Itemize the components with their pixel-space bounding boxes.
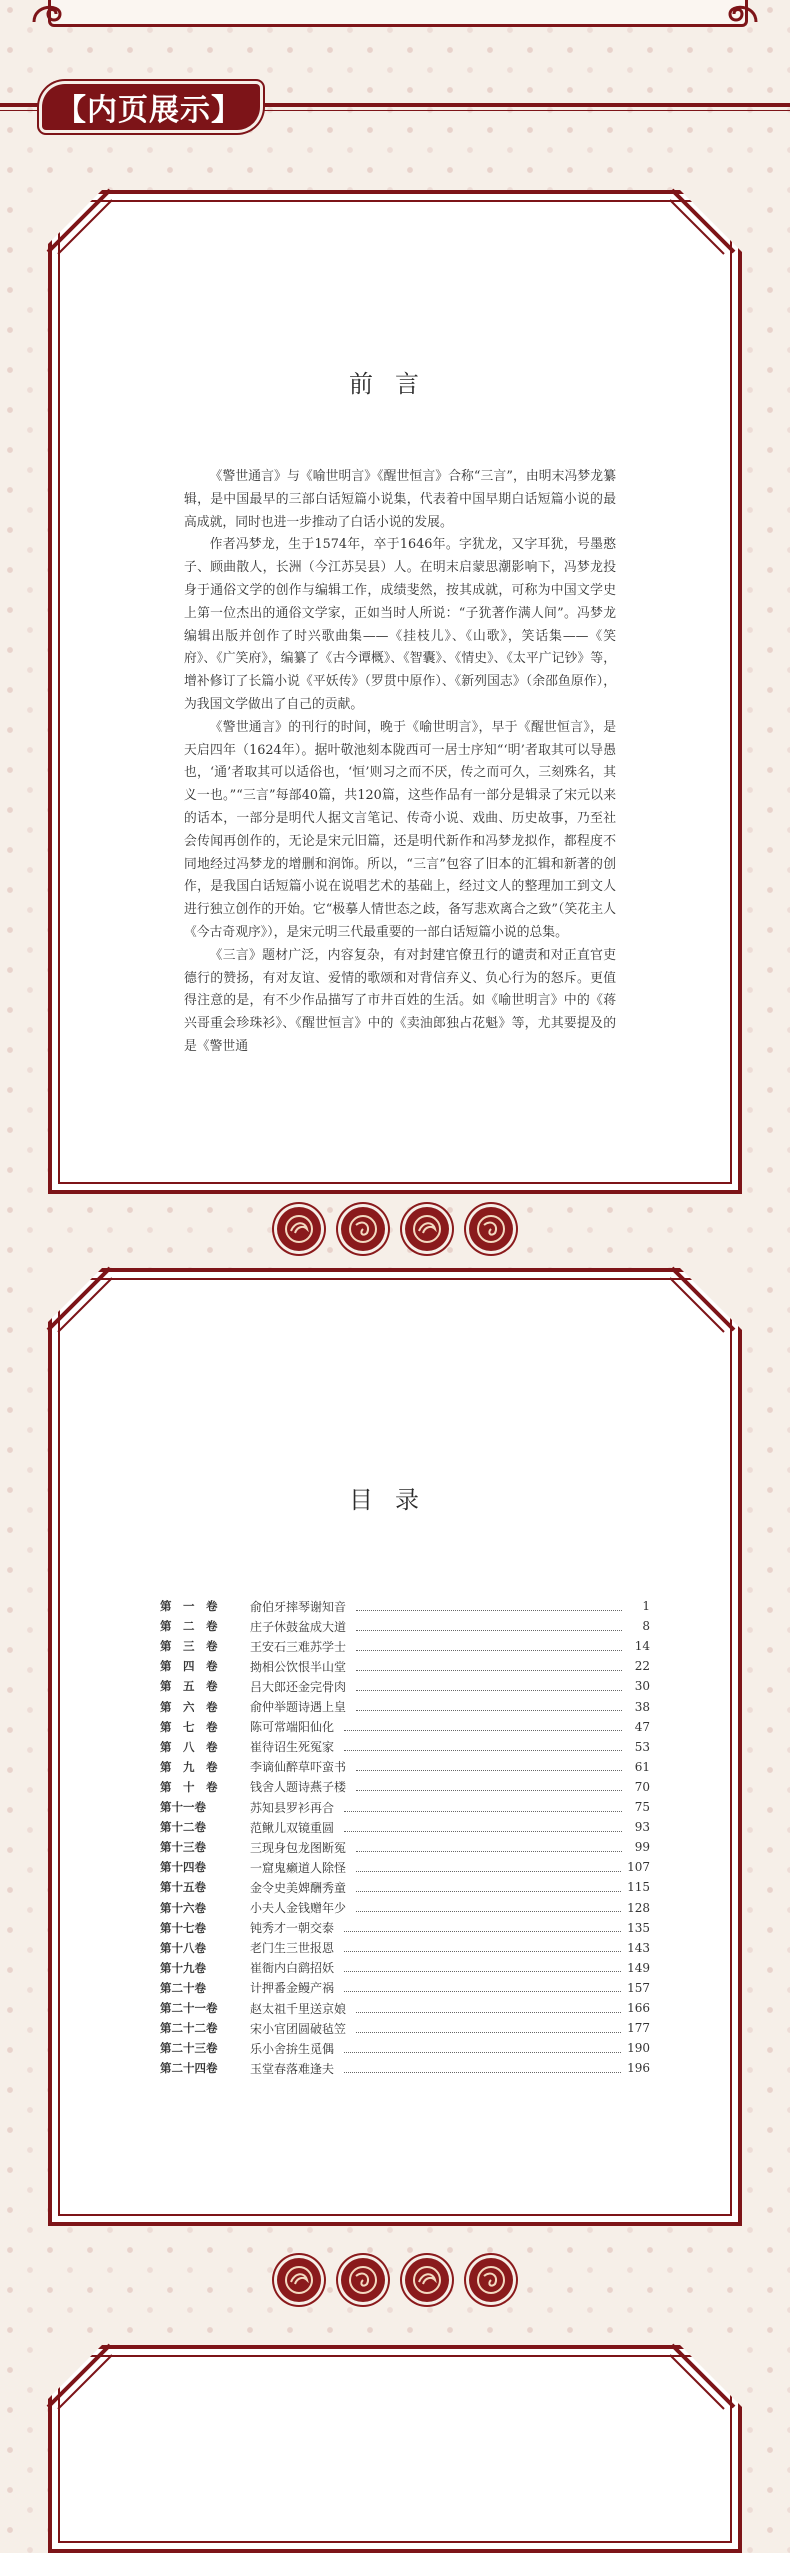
toc-volume-label: 第二十一卷 xyxy=(160,2001,218,2015)
toc-chapter-title: 玉堂春落难逢夫 xyxy=(250,2061,335,2076)
toc-entry[interactable] xyxy=(160,1898,650,1918)
toc-page xyxy=(48,1268,742,2226)
toc-entry[interactable] xyxy=(160,1797,650,1817)
toc-entry[interactable] xyxy=(160,1857,650,1877)
toc-entry[interactable] xyxy=(160,1817,650,1837)
toc-page-number: 93 xyxy=(634,1820,650,1835)
toc-leader-dots xyxy=(356,2004,621,2013)
toc-volume-label: 第 四 卷 xyxy=(160,1659,218,1674)
toc-leader-dots xyxy=(356,1602,622,1611)
toc-volume-label: 第十七卷 xyxy=(160,1920,206,1935)
toc-chapter-title: 小夫人金钱赠年少 xyxy=(250,1901,347,1915)
toc-leader-dots xyxy=(344,1823,622,1832)
toc-entry[interactable] xyxy=(160,1697,650,1717)
toc-page-number: 47 xyxy=(634,1719,650,1734)
toc-page-number: 177 xyxy=(627,2021,650,2036)
toc-volume-label: 第 六 卷 xyxy=(160,1699,218,1714)
dragon-medallion-icon xyxy=(277,2258,321,2302)
panel-corner-cut xyxy=(652,2337,742,2427)
panel-corner-cut xyxy=(40,182,130,272)
toc-page-number: 149 xyxy=(627,1960,650,1975)
toc-leader-dots xyxy=(356,2024,621,2033)
toc-leader-dots xyxy=(356,1622,622,1631)
toc-chapter-title: 钝秀才一朝交泰 xyxy=(250,1921,335,1936)
toc-chapter-title: 俞伯牙摔琴谢知音 xyxy=(250,1599,347,1614)
toc-page-number: 135 xyxy=(627,1920,650,1935)
toc-chapter-title: 宋小官团圆破毡笠 xyxy=(250,2021,347,2036)
toc-page-number: 70 xyxy=(634,1779,650,1794)
toc-volume-label: 第二十四卷 xyxy=(160,2061,218,2076)
dragon-medallion-icon xyxy=(405,1207,449,1251)
preface-paragraph: 《三言》题材广泛，内容复杂，有对封建官僚丑行的谴责和对正直官吏德行的赞扬，有对友谊、爱情的歌颂和对背信弃义、负心行为的怒斥。更值得注意的是，有不少作品描写了市井百姓的生活。如《喻世明言》中的《蒋兴哥重会珍珠衫》、《醒世恒言》中的《卖油郎独占花魁》等，尤其要提及的是《警世通 xyxy=(184,947,616,1054)
toc-chapter-title: 俞仲举题诗遇上皇 xyxy=(250,1700,347,1714)
toc-entry[interactable] xyxy=(160,1978,650,1998)
toc-page-number: 143 xyxy=(627,1940,650,1955)
toc-page-number: 8 xyxy=(642,1619,650,1634)
toc-volume-label: 第十九卷 xyxy=(160,1960,206,1975)
toc-volume-label: 第 五 卷 xyxy=(160,1679,218,1694)
toc-volume-label: 第十二卷 xyxy=(160,1820,206,1835)
toc-chapter-title: 李谪仙醉草吓蛮书 xyxy=(250,1760,347,1775)
toc-chapter-title: 三现身包龙图断冤 xyxy=(250,1840,347,1855)
toc-volume-label: 第二十二卷 xyxy=(160,2021,218,2036)
next-page-panel xyxy=(48,2345,742,2553)
toc-entry[interactable] xyxy=(160,1998,650,2018)
toc-leader-dots xyxy=(356,1702,622,1711)
toc-leader-dots xyxy=(356,1903,621,1912)
toc-volume-label: 第 八 卷 xyxy=(160,1739,218,1754)
toc-chapter-title: 乐小舍拚生觅偶 xyxy=(250,2041,335,2056)
phoenix-medallion-icon xyxy=(341,2258,385,2302)
phoenix-medallion-icon xyxy=(469,1207,513,1251)
toc-volume-label: 第 一 卷 xyxy=(160,1599,218,1613)
toc-volume-label: 第二十卷 xyxy=(160,1980,206,1995)
toc-entry[interactable] xyxy=(160,2058,650,2078)
toc-leader-dots xyxy=(344,2064,621,2073)
toc-page-number: 75 xyxy=(634,1800,650,1814)
dragon-medallion-icon xyxy=(277,1207,321,1251)
toc-page-number: 14 xyxy=(634,1639,650,1654)
preface-paragraph: 《警世通言》与《喻世明言》《醒世恒言》合称“三言”，由明末冯梦龙纂辑，是中国最早的三部白话短篇小说集，代表着中国早期白话短篇小说的最高成就，同时也进一步推动了白话小说的发展。 xyxy=(184,469,616,530)
toc-entry[interactable] xyxy=(160,1676,650,1696)
preface-page xyxy=(48,190,742,1194)
toc-page-number: 99 xyxy=(634,1840,650,1855)
toc-entry[interactable] xyxy=(160,1596,650,1616)
toc-chapter-title: 吕大郎还金完骨肉 xyxy=(250,1679,347,1694)
panel-corner-cut xyxy=(40,2337,130,2427)
panel-corner-cut xyxy=(40,1260,130,1350)
toc-chapter-title: 苏知县罗衫再合 xyxy=(250,1800,335,1815)
toc-list xyxy=(160,1596,650,2096)
knot-ornament-icon xyxy=(30,0,64,28)
toc-page-number: 1 xyxy=(642,1599,650,1613)
toc-page-number: 38 xyxy=(634,1699,650,1714)
toc-entry[interactable] xyxy=(160,1918,650,1938)
toc-chapter-title: 金令史美婢酬秀童 xyxy=(250,1880,347,1895)
toc-chapter-title: 老门生三世报恩 xyxy=(250,1941,335,1956)
toc-volume-label: 第 十 卷 xyxy=(160,1779,218,1794)
toc-chapter-title: 崔待诏生死冤家 xyxy=(250,1740,335,1755)
toc-leader-dots xyxy=(356,1642,622,1651)
toc-page-number: 166 xyxy=(627,2001,650,2015)
preface-title: 前言 xyxy=(349,370,441,398)
toc-page-number: 128 xyxy=(627,1900,650,1915)
toc-entry[interactable] xyxy=(160,1877,650,1897)
top-decorative-frame xyxy=(48,0,748,27)
toc-volume-label: 第 九 卷 xyxy=(160,1759,218,1774)
toc-chapter-title: 拗相公饮恨半山堂 xyxy=(250,1659,347,1674)
panel-corner-cut xyxy=(652,182,742,272)
toc-chapter-title: 范鳅儿双镜重圆 xyxy=(250,1820,335,1835)
toc-chapter-title: 崔衙内白鹞招妖 xyxy=(250,1961,335,1976)
toc-volume-label: 第 二 卷 xyxy=(160,1619,218,1634)
phoenix-medallion-icon xyxy=(341,1207,385,1251)
phoenix-medallion-icon xyxy=(469,2258,513,2302)
toc-leader-dots xyxy=(344,1943,621,1952)
toc-chapter-title: 计押番金鳗产祸 xyxy=(250,1981,335,1996)
toc-page-number: 107 xyxy=(627,1860,650,1875)
toc-entry[interactable] xyxy=(160,1938,650,1958)
toc-volume-label: 第十五卷 xyxy=(160,1880,206,1895)
dragon-medallion-icon xyxy=(405,2258,449,2302)
toc-chapter-title: 庄子休鼓盆成大道 xyxy=(250,1619,347,1634)
toc-leader-dots xyxy=(344,1803,622,1812)
toc-page-number: 115 xyxy=(627,1880,650,1895)
toc-title-wrap xyxy=(52,1480,738,1515)
preface-body xyxy=(184,466,616,1156)
toc-chapter-title: 赵太祖千里送京娘 xyxy=(250,2001,347,2016)
toc-page-number: 30 xyxy=(634,1679,650,1694)
toc-leader-dots xyxy=(344,1742,622,1751)
toc-volume-label: 第十六卷 xyxy=(160,1900,206,1915)
toc-page-number: 196 xyxy=(627,2061,650,2076)
toc-leader-dots xyxy=(356,1662,622,1671)
toc-chapter-title: 陈可常端阳仙化 xyxy=(250,1720,335,1735)
toc-volume-label: 第 七 卷 xyxy=(160,1719,218,1734)
toc-entry[interactable] xyxy=(160,2038,650,2058)
toc-entry[interactable] xyxy=(160,1636,650,1656)
toc-entry[interactable] xyxy=(160,1737,650,1757)
toc-chapter-title: 一窟鬼癞道人除怪 xyxy=(250,1860,347,1875)
toc-page-number: 190 xyxy=(627,2041,650,2056)
toc-entry[interactable] xyxy=(160,1616,650,1636)
toc-page-number: 61 xyxy=(634,1759,650,1774)
toc-volume-label: 第二十三卷 xyxy=(160,2041,218,2056)
preface-paragraph: 《警世通言》的刊行的时间，晚于《喻世明言》，早于《醒世恒言》，是天启四年（1624年）。据叶敬池刻本陇西可一居士序知“‘明’者取其可以导愚也，‘通’者取其可以适俗也，‘恒’则习之而不厌，传之而可久，三刻殊名，其义一也。”“三言”每部40篇，共120篇，这些作品有一部分是辑录了宋元以来的话本，一部分是明代人据文言笔记、传奇小说、戏曲、历史故事，乃至社会传闻再创作的，无论是宋元旧篇，还是明代新作和冯梦龙拟作，都程度不同地经过冯梦龙的增删和润饰。所以，“三言”包容了旧本的汇辑和新著的创作，是我国白话短篇小说在说唱艺术的基础上，经过文人的整理加工到文人进行独立创作的开始。它“极摹人情世态之歧，备写悲欢离合之致”（笑花主人《今古奇观序》），是宋元明三代最重要的一部白话短篇小说的总集。 xyxy=(184,719,616,940)
toc-entry[interactable] xyxy=(160,1757,650,1777)
toc-page-number: 22 xyxy=(634,1659,650,1674)
toc-leader-dots xyxy=(356,1883,621,1892)
toc-leader-dots xyxy=(356,1782,622,1791)
toc-chapter-title: 王安石三难苏学士 xyxy=(250,1639,347,1654)
toc-title: 目录 xyxy=(349,1486,441,1514)
toc-entry[interactable] xyxy=(160,1958,650,1978)
toc-volume-label: 第十三卷 xyxy=(160,1840,206,1855)
panel-corner-cut xyxy=(652,1260,742,1350)
toc-volume-label: 第十八卷 xyxy=(160,1940,206,1955)
toc-leader-dots xyxy=(344,1923,621,1932)
toc-leader-dots xyxy=(344,1983,621,1992)
medallion-row xyxy=(0,2258,790,2302)
toc-page-number: 53 xyxy=(634,1739,650,1754)
toc-leader-dots xyxy=(356,1762,622,1771)
toc-volume-label: 第十四卷 xyxy=(160,1860,206,1875)
toc-leader-dots xyxy=(356,1863,621,1872)
toc-entry[interactable] xyxy=(160,2018,650,2038)
medallion-row xyxy=(0,1207,790,1251)
toc-entry[interactable] xyxy=(160,1717,650,1737)
toc-volume-label: 第 三 卷 xyxy=(160,1639,218,1654)
toc-leader-dots xyxy=(344,1722,622,1731)
toc-page-number: 157 xyxy=(627,1980,650,1995)
toc-leader-dots xyxy=(356,1843,622,1852)
toc-leader-dots xyxy=(356,1682,622,1691)
toc-entry[interactable] xyxy=(160,1837,650,1857)
toc-volume-label: 第十一卷 xyxy=(160,1800,206,1814)
toc-chapter-title: 钱舍人题诗燕子楼 xyxy=(250,1780,347,1795)
toc-leader-dots xyxy=(344,1963,621,1972)
toc-entry[interactable] xyxy=(160,1777,650,1797)
toc-entry[interactable] xyxy=(160,1656,650,1676)
section-badge: 【内页展示】 xyxy=(42,84,260,130)
knot-ornament-icon xyxy=(726,0,760,28)
preface-title-wrap xyxy=(52,364,738,399)
preface-paragraph: 作者冯梦龙，生于1574年，卒于1646年。字犹龙，又字耳犹，号墨憨子、顾曲散人，长洲（今江苏吴县）人。在明末启蒙思潮影响下，冯梦龙投身于通俗文学的创作与编辑工作，成绩斐然，按其成就，可称为中国文学史上第一位杰出的通俗文学家，正如当时人所说：“子犹著作满人间”。冯梦龙编辑出版并创作了时兴歌曲集——《挂枝儿》、《山歌》，笑话集——《笑府》、《广笑府》，编纂了《古今谭概》、《智囊》、《情史》、《太平广记钞》等，增补修订了长篇小说《平妖传》（罗贯中原作）、《新列国志》（余邵鱼原作），为我国文学做出了自己的贡献。 xyxy=(184,537,616,712)
toc-leader-dots xyxy=(344,2044,621,2053)
